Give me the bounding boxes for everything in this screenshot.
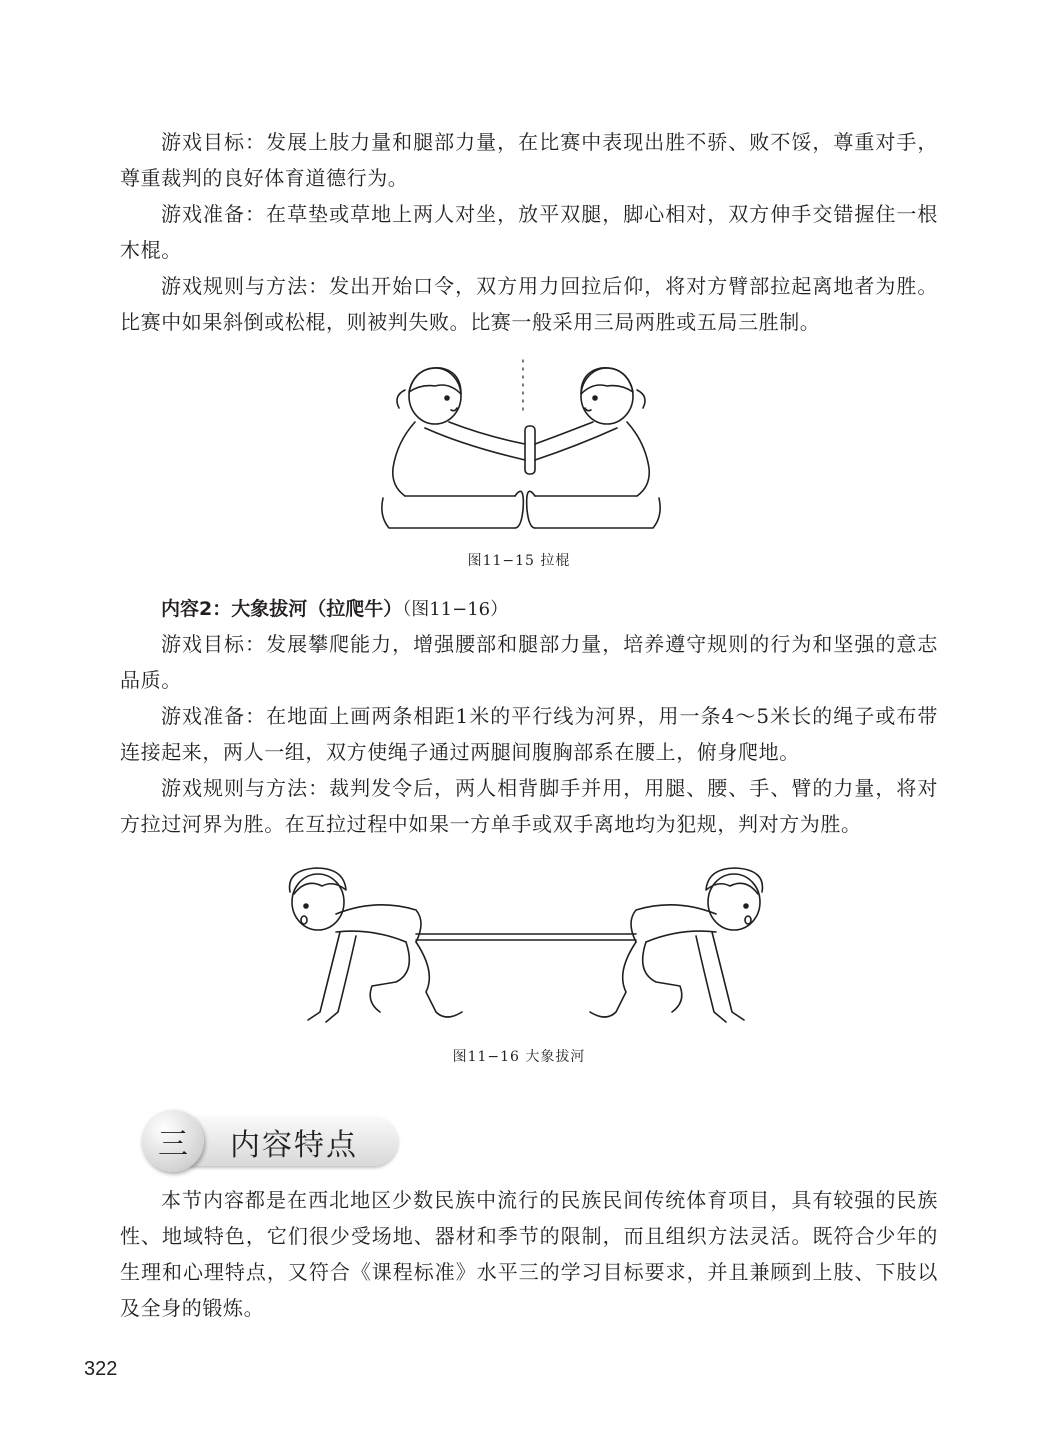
section-title: 内容特点	[230, 1128, 358, 1163]
subheading-label: 内容2：大象拔河（拉爬牛）	[161, 598, 403, 620]
paragraph-game-prep-2: 游戏准备：在地面上画两条相距1米的平行线为河界，用一条4～5米长的绳子或布带连接起来，两人一组，双方使绳子通过两腿间腹胸部系在腰上，俯身爬地。	[120, 704, 938, 764]
figure-caption-11-15: 图11−15 拉棍	[467, 553, 571, 569]
figure-elephant-tug-illustration	[276, 862, 776, 1032]
subheading-figure-ref: （图11−16）	[402, 599, 509, 620]
section-number-badge: 三	[142, 1110, 204, 1172]
figure-caption-11-16: 图11−16 大象拔河	[452, 1049, 586, 1065]
paragraph-game-rules-2: 游戏规则与方法：裁判发令后，两人相背脚手并用，用腿、腰、手、臂的力量，将对方拉过河界为胜。在互拉过程中如果一方单手或双手离地均为犯规，判对方为胜。	[120, 776, 938, 836]
figure-stick-pull-illustration	[375, 356, 665, 542]
paragraph-game-goal-2: 游戏目标：发展攀爬能力，增强腰部和腿部力量，培养遵守规则的行为和坚强的意志品质。	[120, 632, 938, 692]
subheading-content-2	[161, 594, 508, 621]
paragraph-game-goal-1: 游戏目标：发展上肢力量和腿部力量，在比赛中表现出胜不骄、败不馁，尊重对手，尊重裁判的良好体育道德行为。	[120, 130, 938, 190]
paragraph-game-prep-1: 游戏准备：在草垫或草地上两人对坐，放平双腿，脚心相对，双方伸手交错握住一根木棍。	[120, 202, 938, 262]
section-header-banner	[142, 1110, 400, 1172]
paragraph-game-rules-1: 游戏规则与方法：发出开始口令，双方用力回拉后仰，将对方臂部拉起离地者为胜。比赛中如果斜倒或松棍，则被判失败。比赛一般采用三局两胜或五局三胜制。	[120, 274, 938, 334]
paragraph-section-content: 本节内容都是在西北地区少数民族中流行的民族民间传统体育项目，具有较强的民族性、地域特色，它们很少受场地、器材和季节的限制，而且组织方法灵活。既符合少年的生理和心理特点，又符合《课程标准》水平三的学习目标要求，并且兼顾到上肢、下肢以及全身的锻炼。	[120, 1188, 938, 1320]
page-number: 322	[84, 1358, 118, 1380]
